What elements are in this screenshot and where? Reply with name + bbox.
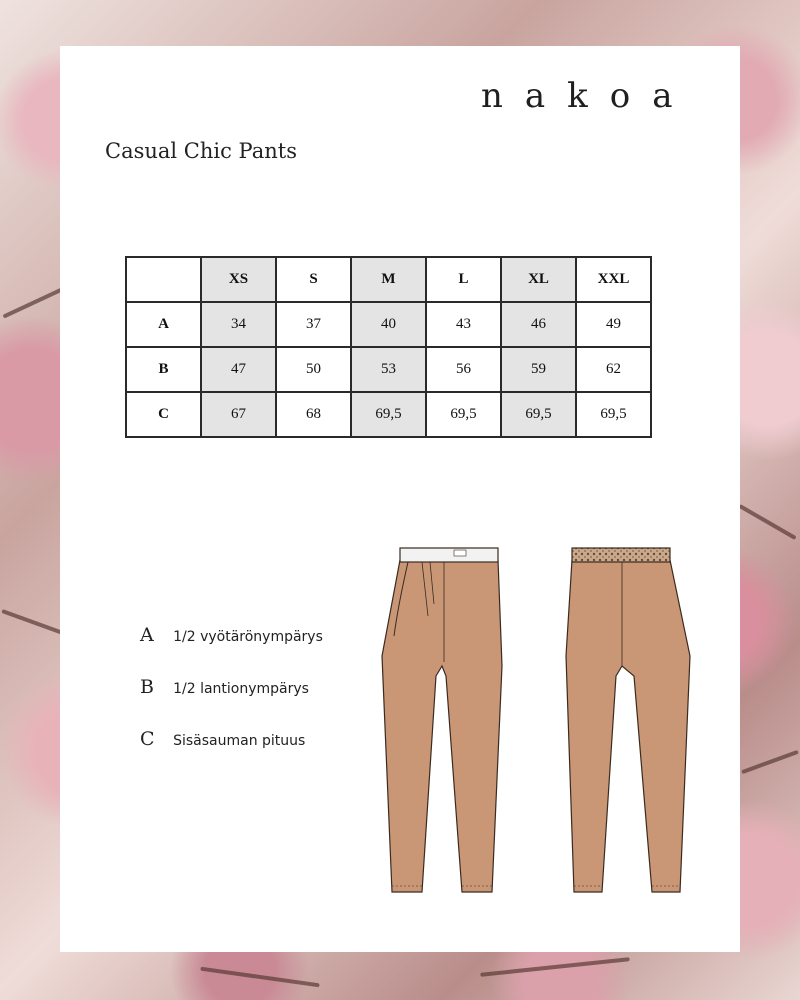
table-row (126, 302, 651, 347)
table-cell: 46 (501, 302, 576, 347)
table-cell: 56 (426, 347, 501, 392)
table-cell: 69,5 (426, 392, 501, 437)
size-header-l: L (426, 257, 501, 302)
table-row (126, 347, 651, 392)
size-chart-card (60, 46, 740, 952)
table-cell: 37 (276, 302, 351, 347)
size-header-s: S (276, 257, 351, 302)
background-branch (741, 750, 799, 774)
table-cell: 69,5 (576, 392, 651, 437)
product-title: Casual Chic Pants (105, 139, 297, 163)
legend-text: 1/2 vyötärönympärys (173, 629, 323, 645)
legend-letter: B (140, 676, 154, 698)
background-branch (200, 967, 319, 988)
row-label-a: A (126, 302, 201, 347)
row-label-b: B (126, 347, 201, 392)
table-cell: 59 (501, 347, 576, 392)
legend-item-c (140, 728, 305, 750)
table-cell: 49 (576, 302, 651, 347)
pants-illustration (370, 546, 700, 906)
table-cell: 47 (201, 347, 276, 392)
legend-text: Sisäsauman pituus (173, 733, 306, 749)
table-cell: 34 (201, 302, 276, 347)
table-cell: 69,5 (501, 392, 576, 437)
legend-item-b (140, 676, 309, 698)
table-cell: 50 (276, 347, 351, 392)
table-cell: 43 (426, 302, 501, 347)
legend-letter: A (140, 624, 154, 646)
table-cell: 53 (351, 347, 426, 392)
table-cell: 67 (201, 392, 276, 437)
table-cell: 68 (276, 392, 351, 437)
table-corner-cell (126, 257, 201, 302)
size-header-xxl: XXL (576, 257, 651, 302)
background-branch (2, 285, 67, 318)
brand-logo: nakoa (481, 76, 695, 116)
legend-letter: C (140, 728, 155, 750)
background-branch (1, 609, 63, 635)
pants-front-view (382, 548, 502, 892)
legend-item-a (140, 624, 323, 646)
background-branch (738, 504, 796, 540)
table-cell: 40 (351, 302, 426, 347)
size-header-m: M (351, 257, 426, 302)
table-header-row (126, 257, 651, 302)
size-table (125, 256, 652, 438)
size-header-xs: XS (201, 257, 276, 302)
pants-back-view (566, 548, 690, 892)
size-header-xl: XL (501, 257, 576, 302)
table-row (126, 392, 651, 437)
table-cell: 69,5 (351, 392, 426, 437)
background-branch (480, 957, 630, 977)
row-label-c: C (126, 392, 201, 437)
table-cell: 62 (576, 347, 651, 392)
legend-text: 1/2 lantionympärys (173, 681, 309, 697)
